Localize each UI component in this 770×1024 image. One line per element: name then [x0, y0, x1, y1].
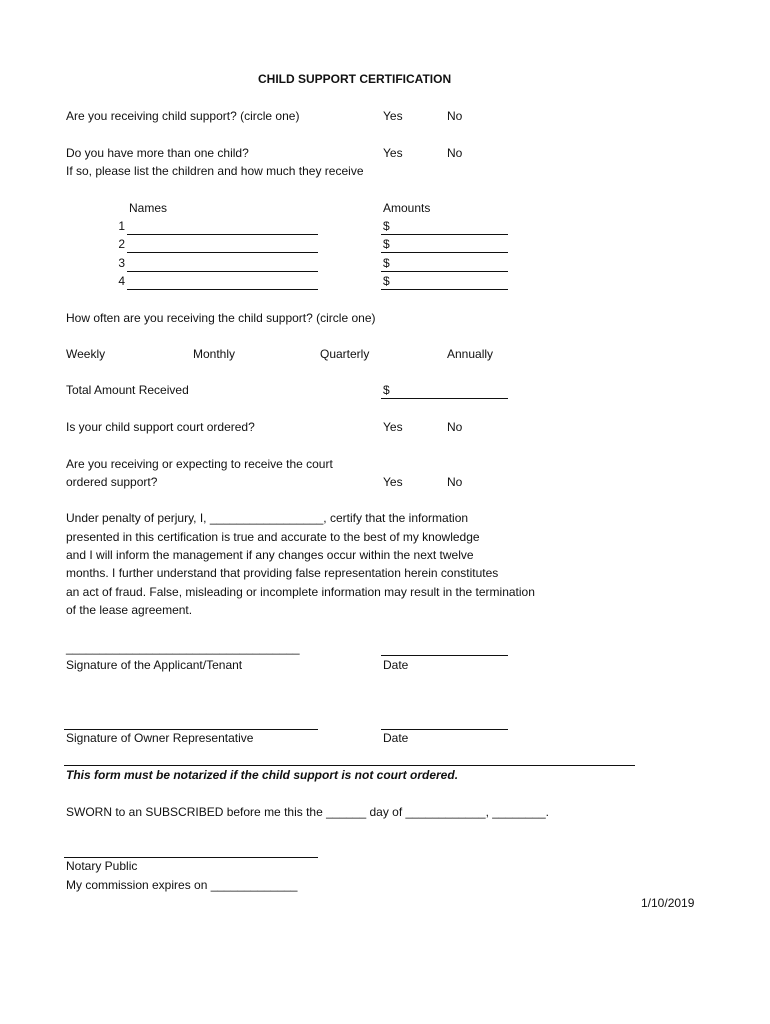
- page-title: CHILD SUPPORT CERTIFICATION: [258, 72, 452, 86]
- currency-symbol: $: [383, 256, 390, 270]
- question-court-ordered: Is your child support court ordered?: [66, 420, 255, 434]
- question-receiving-support: Are you receiving child support? (circle one): [66, 109, 300, 123]
- child-amount-field[interactable]: [381, 271, 508, 272]
- notary-signature-field[interactable]: [64, 857, 318, 858]
- child-row-number: 3: [118, 256, 125, 270]
- q2-yes-option[interactable]: Yes: [383, 146, 403, 160]
- frequency-option-monthly[interactable]: Monthly: [193, 347, 236, 361]
- child-row-number: 2: [118, 237, 125, 251]
- child-amount-field[interactable]: [381, 252, 508, 253]
- child-amount-field[interactable]: [381, 289, 508, 290]
- frequency-option-weekly[interactable]: Weekly: [66, 347, 106, 361]
- sworn-statement: SWORN to an SUBSCRIBED before me this the ______ day of ____________, ________.: [66, 805, 549, 819]
- applicant-signature-field[interactable]: ___________________________________: [66, 641, 300, 655]
- frequency-option-annually[interactable]: Annually: [447, 347, 494, 361]
- child-name-field[interactable]: [127, 234, 318, 235]
- question-frequency: How often are you receiving the child support? (circle one): [66, 311, 376, 325]
- question-expecting-support-line2: ordered support?: [66, 475, 158, 489]
- total-amount-field[interactable]: [381, 398, 508, 399]
- currency-symbol: $: [383, 219, 390, 233]
- owner-date-field[interactable]: [381, 729, 508, 730]
- currency-symbol: $: [383, 274, 390, 288]
- q1-no-option[interactable]: No: [447, 109, 463, 123]
- footer-date: 1/10/2019: [641, 896, 695, 910]
- child-row-number: 1: [118, 219, 125, 233]
- perjury-line: and I will inform the management if any changes occur within the next twelve: [66, 548, 474, 562]
- children-list-instruction: If so, please list the children and how much they receive: [66, 164, 364, 178]
- perjury-line: of the lease agreement.: [66, 603, 193, 617]
- applicant-date-field[interactable]: [381, 655, 508, 656]
- owner-signature-field[interactable]: [64, 729, 318, 730]
- child-amount-field[interactable]: [381, 234, 508, 235]
- perjury-line: presented in this certification is true and accurate to the best of my knowledge: [66, 530, 480, 544]
- perjury-line: an act of fraud. False, misleading or incomplete information may result in the termination: [66, 585, 535, 599]
- question-expecting-support-line1: Are you receiving or expecting to receive the court: [66, 457, 333, 471]
- owner-date-label: Date: [383, 731, 409, 745]
- owner-signature-label: Signature of Owner Representative: [66, 731, 254, 745]
- q1-yes-option[interactable]: Yes: [383, 109, 403, 123]
- q3-no-option[interactable]: No: [447, 420, 463, 434]
- child-name-field[interactable]: [127, 271, 318, 272]
- q4-yes-option[interactable]: Yes: [383, 475, 403, 489]
- total-amount-label: Total Amount Received: [66, 383, 189, 397]
- section-divider: [64, 765, 635, 766]
- notarization-notice: This form must be notarized if the child support is not court ordered.: [66, 768, 459, 782]
- amounts-header: Amounts: [383, 201, 431, 215]
- q4-no-option[interactable]: No: [447, 475, 463, 489]
- names-header: Names: [129, 201, 168, 215]
- question-more-than-one-child: Do you have more than one child?: [66, 146, 249, 160]
- commission-expiry: My commission expires on _____________: [66, 878, 298, 892]
- perjury-line: months. I further understand that providing false representation herein constitutes: [66, 566, 499, 580]
- currency-symbol: $: [383, 383, 390, 397]
- frequency-option-quarterly[interactable]: Quarterly: [320, 347, 370, 361]
- applicant-date-label: Date: [383, 658, 409, 672]
- child-name-field[interactable]: [127, 289, 318, 290]
- applicant-signature-label: Signature of the Applicant/Tenant: [66, 658, 243, 672]
- child-row-number: 4: [118, 274, 125, 288]
- perjury-line: Under penalty of perjury, I, _________________, certify that the information: [66, 511, 469, 525]
- q3-yes-option[interactable]: Yes: [383, 420, 403, 434]
- q2-no-option[interactable]: No: [447, 146, 463, 160]
- child-name-field[interactable]: [127, 252, 318, 253]
- notary-public-label: Notary Public: [66, 859, 138, 873]
- currency-symbol: $: [383, 237, 390, 251]
